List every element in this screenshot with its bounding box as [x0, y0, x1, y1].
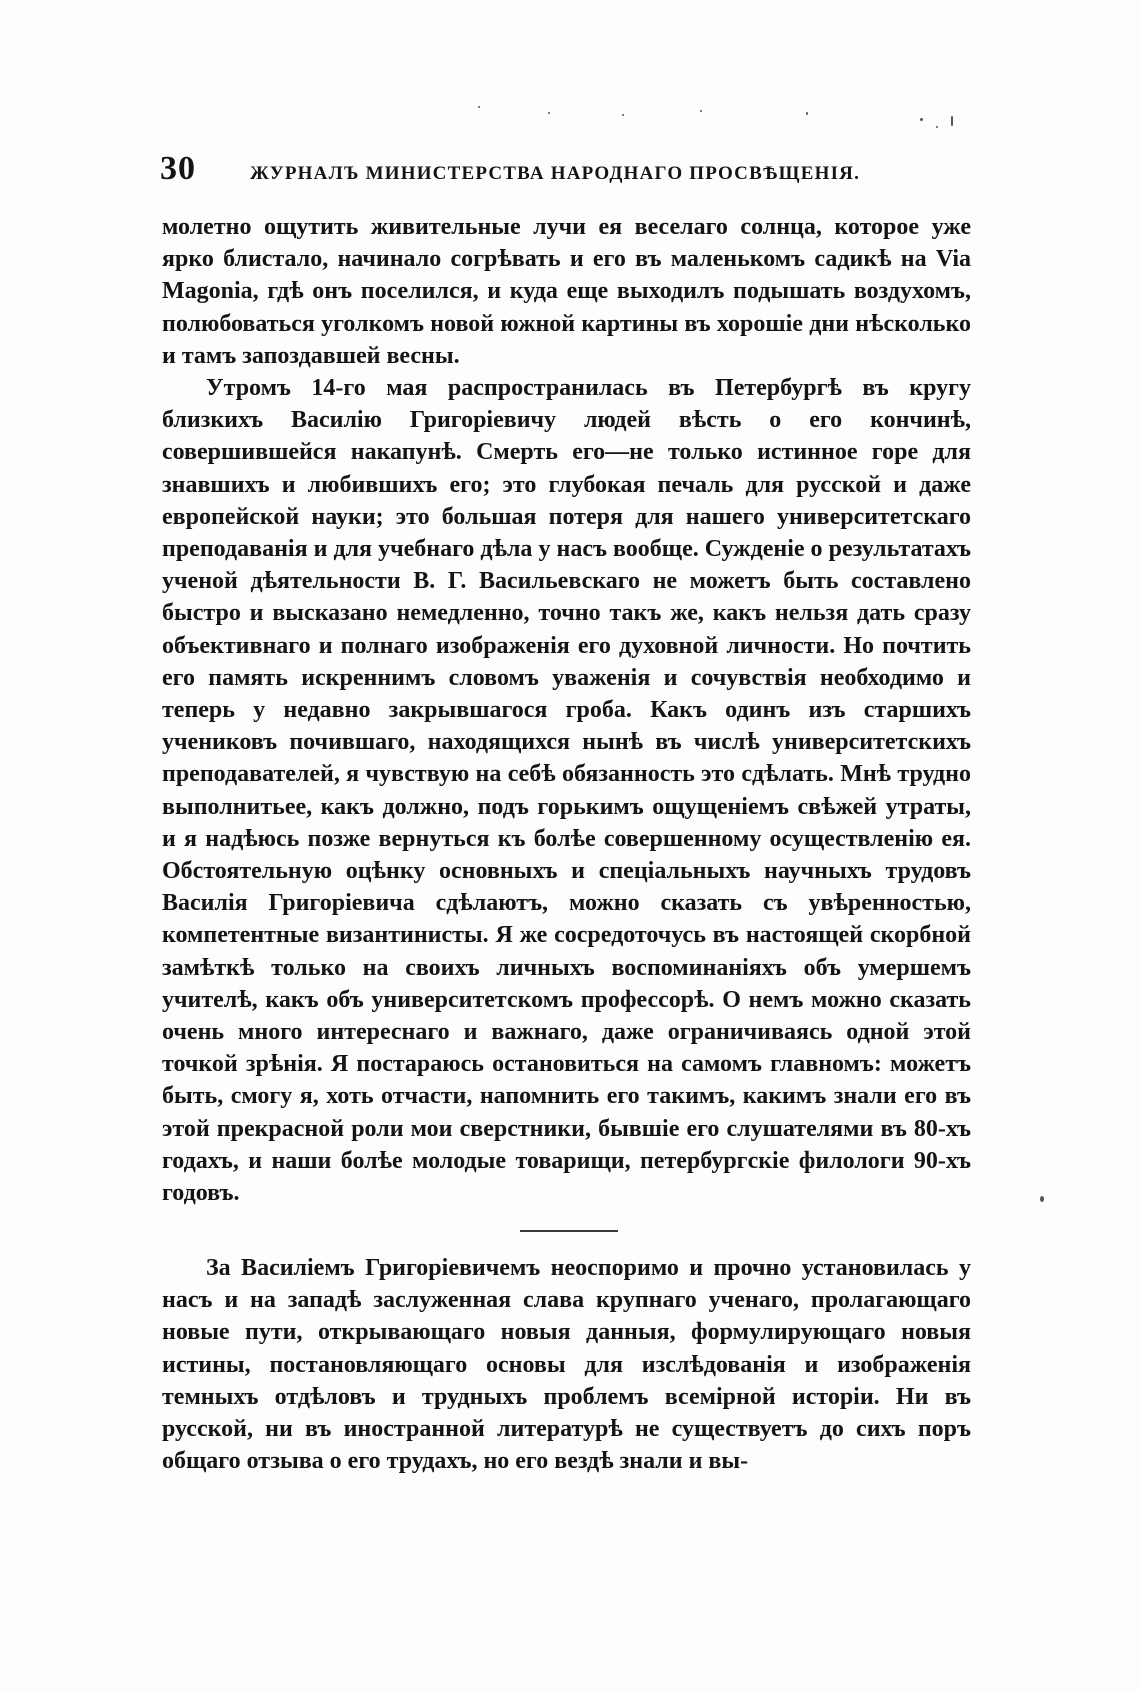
paragraph-continuation: молетно ощутить живительные лучи ея веселаго солнца, которое уже ярко блистало, начинало согрѣвать и его въ маленькомъ садикѣ на Via Magonia, гдѣ онъ поселился, и куда еще выходилъ подышать воздухомъ, полюбоваться уголкомъ новой южной картины въ хорошіе дни нѣсколько и тамъ запоздавшей весны.	[162, 214, 971, 369]
scan-speck	[622, 114, 624, 116]
paragraph: За Василіемъ Григоріевичемъ неоспоримо и прочно установилась у насъ и на западѣ заслуженная слава крупнаго ученаго, пролагающаго новые пути, открывающаго новыя данныя, формулирующаго новыя истины, постановляющаго основы для изслѣдованія и изображенія темныхъ отдѣловъ и трудныхъ проблемъ всемірной исторіи. Ни въ русской, ни въ иностранной литературѣ не существуетъ до сихъ поръ общаго отзыва о его трудахъ, но его вездѣ знали и вы-	[162, 1255, 971, 1475]
scan-speck	[1040, 1196, 1044, 1202]
scan-speck	[700, 110, 702, 112]
section-divider	[520, 1230, 618, 1232]
paragraph: Утромъ 14-го мая распространилась въ Петербургѣ въ кругу близкихъ Василію Григоріевичу людей вѣсть о его кончинѣ, совершившейся накапунѣ. Смерть его—не только истинное горе для знавшихъ и любившихъ его; это глубокая печаль для русской и даже европейской науки; это большая потеря для нашего университетскаго преподаванія и для учебнаго дѣла у насъ вообще. Сужденіе о результатахъ ученой дѣятельности В. Г. Васильевскаго не можетъ быть составлено быстро и высказано немедленно, точно такъ же, какъ нельзя дать сразу объективнаго и полнаго изображенія его духовной личности. Но почтить его память искреннимъ словомъ уваженія и сочувствія необходимо и теперь у недавно закрывшагося гроба. Какъ одинъ изъ старшихъ учениковъ почившаго, находящихся нынѣ въ числѣ университетскихъ преподавателей, я чувствую на себѣ обязанность это сдѣлать. Мнѣ трудно выполнитьее, какъ должно, подъ горькимъ ощущеніемъ свѣжей утраты, и я надѣюсь позже вернуться къ болѣе совершенному осуществленію ея. Обстоятельную оцѣнку основныхъ и спеціальныхъ научныхъ трудовъ Василія Григоріевича сдѣлаютъ, можно сказать съ увѣренностью, компетентные византинисты. Я же сосредоточусь въ настоящей скорбной замѣткѣ только на своихъ личныхъ воспоминаніяхъ объ умершемъ учителѣ, какъ объ университетскомъ профессорѣ. О немъ можно сказать очень много интереснаго и важнаго, даже ограничиваясь одной этой точкой зрѣнія. Я постараюсь остановиться на самомъ главномъ: можетъ быть, смогу я, хоть отчасти, напомнить его такимъ, какимъ знали его въ этой прекрасной роли мои сверстники, бывшіе его слушателями въ 80-хъ годахъ, и наши болѣе молодые товарищи, петербургскіе филологи 90-хъ годовъ.	[162, 375, 971, 1207]
page-number: 30	[160, 150, 196, 187]
scan-speck	[951, 116, 953, 126]
scan-speck	[936, 126, 938, 128]
running-head: ЖУРНАЛЪ МИНИСТЕРСТВА НАРОДНАГО ПРОСВѢЩЕНІЯ.	[250, 163, 861, 184]
scan-speck	[478, 106, 480, 108]
text-section-1	[162, 211, 971, 1209]
text-section-2	[162, 1252, 971, 1477]
scan-speck	[548, 112, 550, 114]
scan-speck	[920, 118, 923, 121]
page-header	[160, 150, 980, 190]
scan-speck	[806, 112, 808, 115]
